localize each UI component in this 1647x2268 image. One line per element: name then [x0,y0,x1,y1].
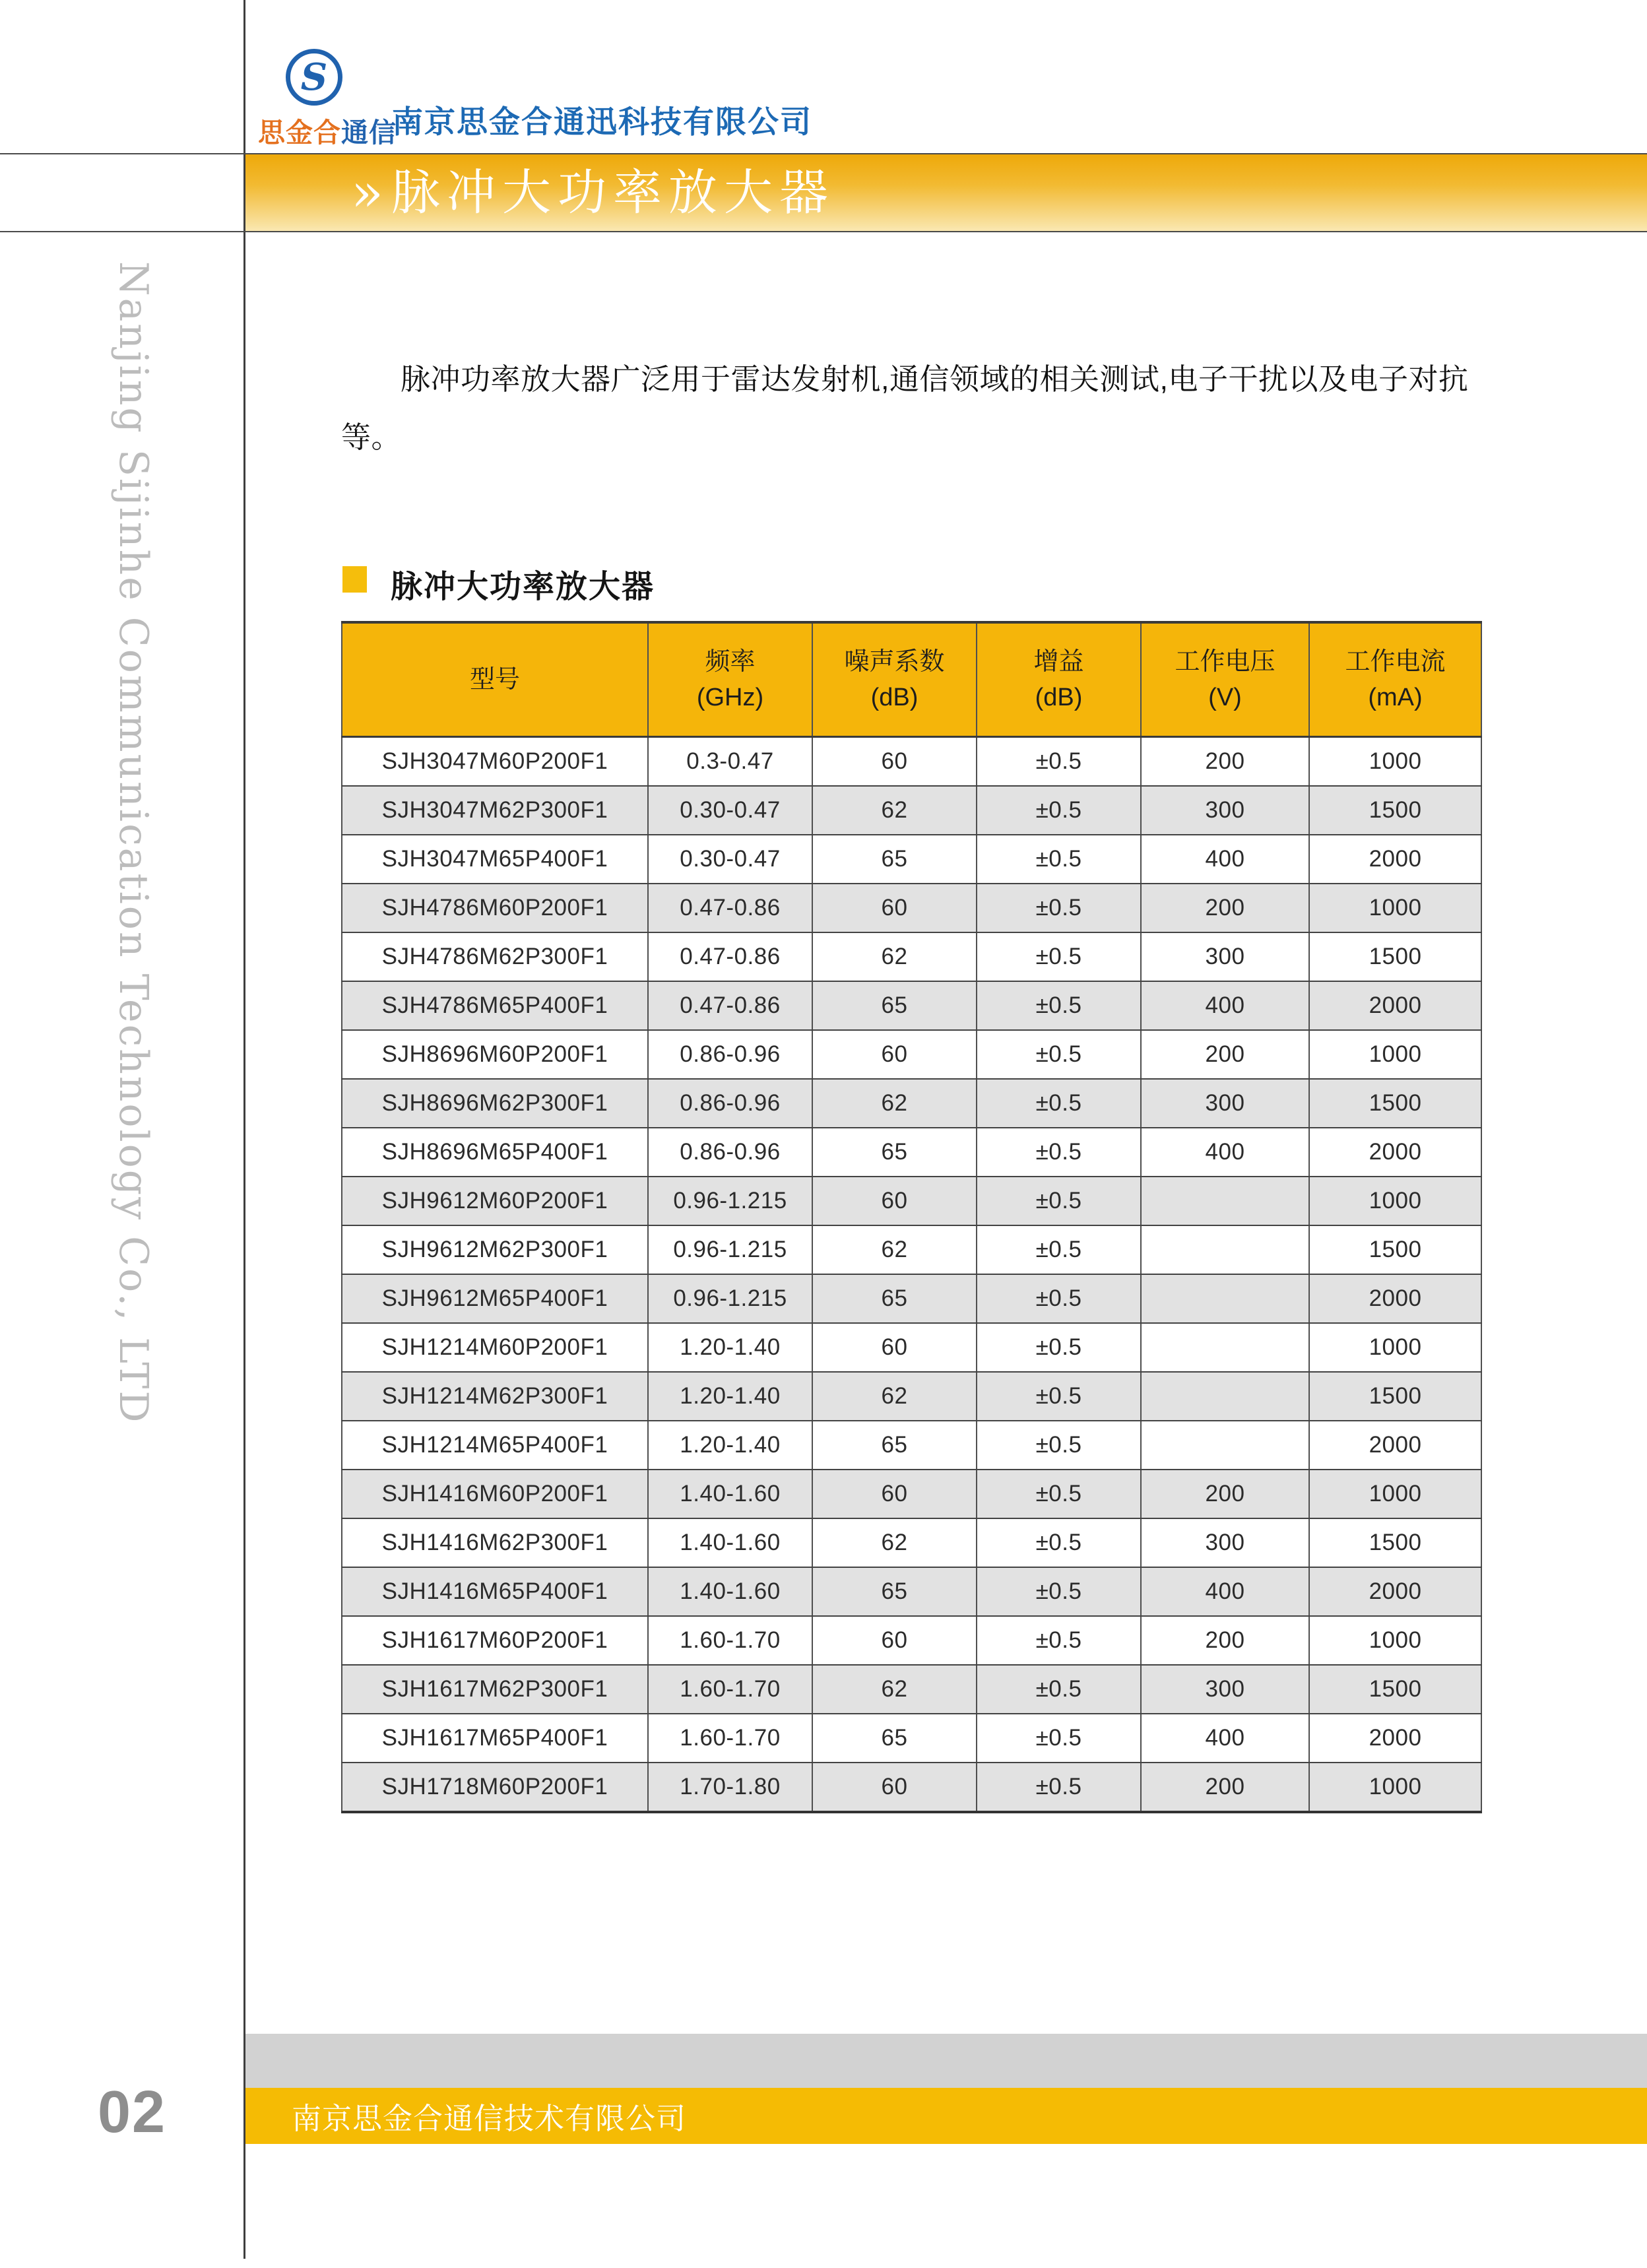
table-cell: 0.47-0.86 [648,981,812,1030]
table-cell: 60 [812,737,977,787]
table-cell: 65 [812,835,977,884]
table-cell: 200 [1141,1030,1309,1079]
section-title: 脉冲大功率放大器 [391,569,655,604]
table-row [342,1079,1481,1128]
table-cell: SJH1416M65P400F1 [342,1567,648,1616]
logo-wordmark [258,111,397,150]
table-cell: 1.60-1.70 [648,1714,812,1763]
table-cell: 1000 [1309,1763,1481,1812]
table-cell: 1500 [1309,1518,1481,1567]
table-cell: 60 [812,1470,977,1518]
table-row [342,737,1481,787]
table-cell: 62 [812,1079,977,1128]
table-cell: 0.86-0.96 [648,1128,812,1177]
table-cell: 200 [1141,737,1309,787]
page-number: 02 [98,2079,167,2145]
table-cell: 0.96-1.215 [648,1225,812,1274]
table-row [342,1128,1481,1177]
table-cell: 1.60-1.70 [648,1665,812,1714]
table-cell: 200 [1141,884,1309,932]
table-cell: 0.47-0.86 [648,932,812,981]
table-cell: ±0.5 [977,1372,1141,1421]
table-cell: 62 [812,1665,977,1714]
page-title-banner [245,154,1647,231]
table-cell: ±0.5 [977,1079,1141,1128]
table-cell: 1.70-1.80 [648,1763,812,1812]
table-cell: 300 [1141,932,1309,981]
table-column-header: 频率 (GHz) [648,622,812,737]
table-cell: SJH4786M65P400F1 [342,981,648,1030]
table-cell: ±0.5 [977,1616,1141,1665]
table-cell: 0.47-0.86 [648,884,812,932]
table-cell: 200 [1141,1616,1309,1665]
table-cell: 65 [812,1274,977,1323]
table-cell: 0.30-0.47 [648,835,812,884]
table-row [342,835,1481,884]
logo-s-glyph: S [300,55,328,99]
intro-paragraph: 脉冲功率放大器广泛用于雷达发射机,通信领域的相关测试,电子干扰以及电子对抗等。 [341,362,1469,454]
table-cell: 0.96-1.215 [648,1177,812,1225]
table-cell: 1500 [1309,1665,1481,1714]
table-cell: 60 [812,1763,977,1812]
table-row [342,1714,1481,1763]
table-cell: SJH9612M62P300F1 [342,1225,648,1274]
table-cell: 1000 [1309,1177,1481,1225]
table-cell: 1.40-1.60 [648,1470,812,1518]
table-cell: 65 [812,1714,977,1763]
table-cell: 1500 [1309,1372,1481,1421]
table-cell: 65 [812,1421,977,1470]
table-cell: 0.86-0.96 [648,1030,812,1079]
table-cell: SJH1416M62P300F1 [342,1518,648,1567]
side-watermark-text: Nanjing Sijinhe Communication Technology Co., LTD [110,261,156,1425]
table-cell: 0.3-0.47 [648,737,812,787]
table-cell: ±0.5 [977,1763,1141,1812]
table-cell: 200 [1141,1470,1309,1518]
table-cell: 65 [812,1128,977,1177]
table-cell: ±0.5 [977,1274,1141,1323]
table-cell: 65 [812,981,977,1030]
table-cell: 2000 [1309,1128,1481,1177]
table-cell: 300 [1141,1665,1309,1714]
table-cell: 1000 [1309,1470,1481,1518]
table-cell: SJH8696M65P400F1 [342,1128,648,1177]
table-cell: ±0.5 [977,932,1141,981]
table-cell: ±0.5 [977,1567,1141,1616]
table-cell: 300 [1141,1079,1309,1128]
table-cell: 62 [812,1372,977,1421]
table-cell: ±0.5 [977,1421,1141,1470]
table-cell: 2000 [1309,835,1481,884]
table-cell: 60 [812,1616,977,1665]
table-cell: 1.20-1.40 [648,1372,812,1421]
table-cell [1141,1177,1309,1225]
table-cell: 2000 [1309,981,1481,1030]
table-cell: SJH3047M62P300F1 [342,786,648,835]
table-cell: 1.60-1.70 [648,1616,812,1665]
table-cell: SJH3047M65P400F1 [342,835,648,884]
table-cell: 1000 [1309,737,1481,787]
table-cell: 1000 [1309,1616,1481,1665]
table-cell: 1.40-1.60 [648,1567,812,1616]
table-row [342,1518,1481,1567]
table-header [342,622,1481,737]
table-row [342,786,1481,835]
table-cell: 1000 [1309,1030,1481,1079]
table-header-row [342,622,1481,737]
table-cell: SJH1214M62P300F1 [342,1372,648,1421]
table-cell: SJH1214M65P400F1 [342,1421,648,1470]
table-cell: 1.20-1.40 [648,1421,812,1470]
table-row [342,1470,1481,1518]
table-cell: SJH1718M60P200F1 [342,1763,648,1812]
table-cell: SJH3047M60P200F1 [342,737,648,787]
table-body [342,737,1481,1813]
table-column-header: 工作电流 (mA) [1309,622,1481,737]
table-cell: 62 [812,1518,977,1567]
table-row [342,884,1481,932]
table-cell [1141,1225,1309,1274]
table-cell: 300 [1141,786,1309,835]
table-row [342,1763,1481,1812]
table-column-header: 型号 [342,622,648,737]
section-bullet-square [342,566,367,593]
table-column-header: 增益 (dB) [977,622,1141,737]
double-chevron-icon: » [351,162,383,223]
table-cell: ±0.5 [977,786,1141,835]
table-cell: 60 [812,1177,977,1225]
footer-gold-band [245,2088,1647,2144]
table-cell: SJH1617M60P200F1 [342,1616,648,1665]
table-row [342,1030,1481,1079]
table-cell: ±0.5 [977,981,1141,1030]
table-cell: 0.86-0.96 [648,1079,812,1128]
table-cell: 400 [1141,1567,1309,1616]
footer-company-name: 南京思金合通信技术有限公司 [292,2102,687,2135]
table-cell: SJH9612M60P200F1 [342,1177,648,1225]
table-cell: 1500 [1309,786,1481,835]
table-cell: 60 [812,884,977,932]
banner-bottom-rule [0,231,1647,232]
table-row [342,1323,1481,1372]
table-cell: SJH1416M60P200F1 [342,1470,648,1518]
table-cell: ±0.5 [977,835,1141,884]
table-cell: SJH8696M62P300F1 [342,1079,648,1128]
table-cell: SJH8696M60P200F1 [342,1030,648,1079]
table-cell: SJH4786M62P300F1 [342,932,648,981]
table-cell: 200 [1141,1763,1309,1812]
table-cell: SJH1617M65P400F1 [342,1714,648,1763]
table-row [342,1616,1481,1665]
table-cell: 60 [812,1323,977,1372]
table-cell: 400 [1141,835,1309,884]
table-row [342,981,1481,1030]
table-row [342,1421,1481,1470]
table-cell: ±0.5 [977,1323,1141,1372]
table-cell: 400 [1141,981,1309,1030]
table-cell: 62 [812,1225,977,1274]
table-cell [1141,1323,1309,1372]
company-logo-icon [286,49,342,106]
table-row [342,932,1481,981]
table-cell: 2000 [1309,1567,1481,1616]
table-cell: ±0.5 [977,1665,1141,1714]
table-cell [1141,1421,1309,1470]
table-cell: SJH1214M60P200F1 [342,1323,648,1372]
table-cell: 0.30-0.47 [648,786,812,835]
table-column-header: 噪声系数 (dB) [812,622,977,737]
logo-wordmark-orange: 思金合 [258,117,341,148]
table-cell: ±0.5 [977,1225,1141,1274]
footer-gray-band [245,2034,1647,2088]
table-row [342,1665,1481,1714]
table-cell: ±0.5 [977,1128,1141,1177]
table-cell [1141,1274,1309,1323]
table-cell: 1000 [1309,884,1481,932]
table-cell: SJH4786M60P200F1 [342,884,648,932]
table-cell: 60 [812,1030,977,1079]
header-company-name: 南京思金合通迅科技有限公司 [392,104,812,139]
table-cell: 400 [1141,1128,1309,1177]
table-cell [1141,1372,1309,1421]
table-row [342,1372,1481,1421]
table-column-header: 工作电压 (V) [1141,622,1309,737]
table-cell: 1000 [1309,1323,1481,1372]
table-row [342,1177,1481,1225]
table-cell: SJH9612M65P400F1 [342,1274,648,1323]
table-cell: ±0.5 [977,1177,1141,1225]
table-cell: ±0.5 [977,1714,1141,1763]
table-cell: 2000 [1309,1274,1481,1323]
table-cell: 62 [812,932,977,981]
table-cell: ±0.5 [977,1518,1141,1567]
table-cell: 1.20-1.40 [648,1323,812,1372]
page-title: 脉冲大功率放大器 [391,164,835,221]
table-cell: 2000 [1309,1714,1481,1763]
table-cell: 1.40-1.60 [648,1518,812,1567]
table-cell: 65 [812,1567,977,1616]
table-cell: 62 [812,786,977,835]
table-cell: ±0.5 [977,1470,1141,1518]
table-cell: 1500 [1309,932,1481,981]
table-cell: 2000 [1309,1421,1481,1470]
table-cell: ±0.5 [977,884,1141,932]
logo-wordmark-blue: 通信 [341,117,397,148]
table-cell: 400 [1141,1714,1309,1763]
left-vertical-rule [243,0,245,2259]
table-cell: 1500 [1309,1225,1481,1274]
amplifier-spec-table [341,621,1482,1813]
table-cell: 1500 [1309,1079,1481,1128]
table-cell: SJH1617M62P300F1 [342,1665,648,1714]
table-cell: ±0.5 [977,737,1141,787]
table-cell: ±0.5 [977,1030,1141,1079]
table-row [342,1274,1481,1323]
table-cell: 300 [1141,1518,1309,1567]
table-row [342,1567,1481,1616]
table-cell: 0.96-1.215 [648,1274,812,1323]
table-row [342,1225,1481,1274]
